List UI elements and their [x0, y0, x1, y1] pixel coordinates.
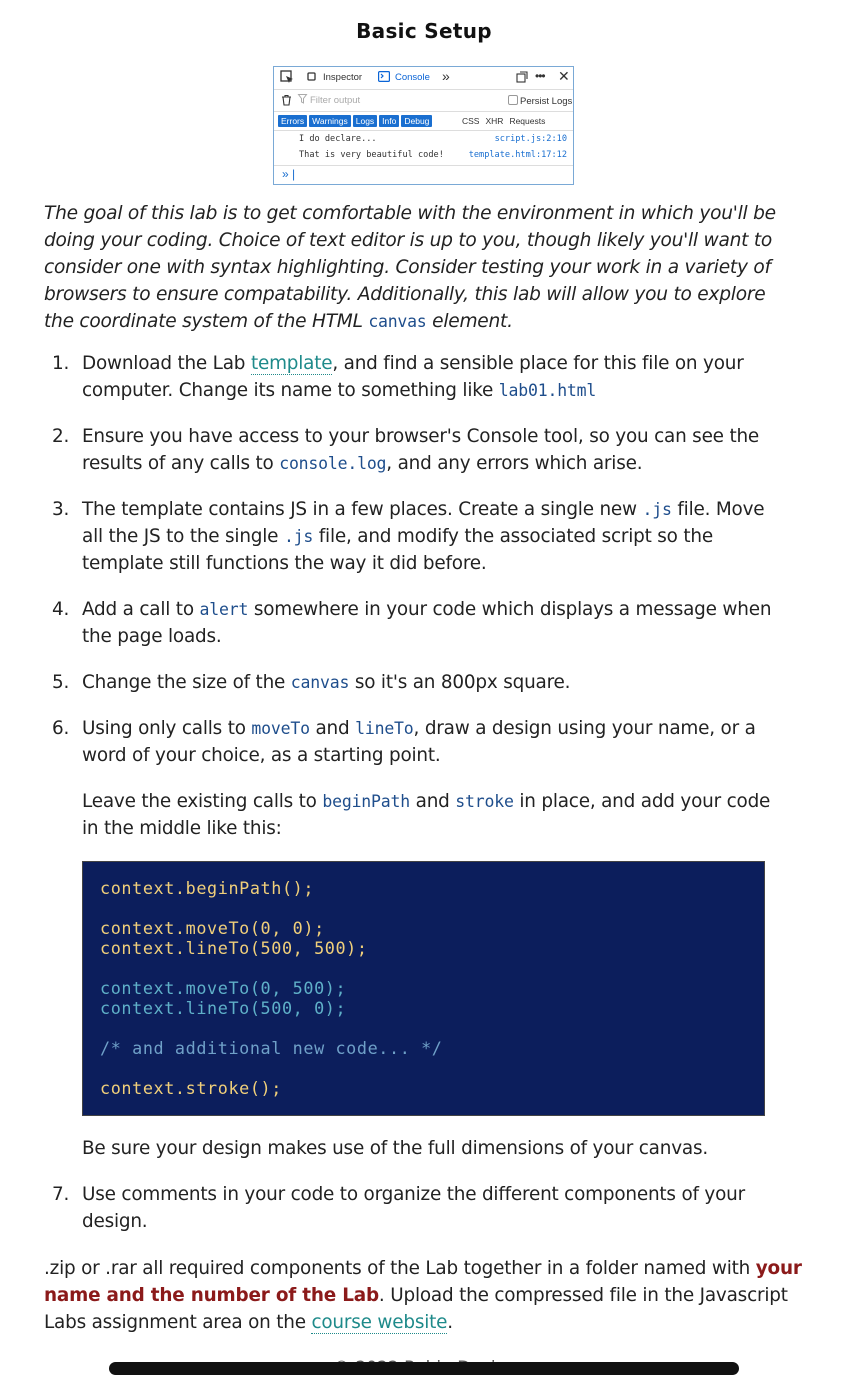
filter-icon	[298, 94, 307, 107]
step-text: file. Move all the JS to the single	[82, 499, 765, 547]
code-js-ext: .js	[642, 500, 672, 519]
step-2	[52, 423, 772, 477]
step-text: somewhere in your code which displays a message when the page loads.	[82, 599, 772, 647]
steps-list	[52, 350, 772, 1254]
active-filters	[278, 115, 434, 127]
horizontal-scrollbar[interactable]	[109, 1362, 739, 1375]
code-beginpath: beginPath	[322, 792, 410, 811]
console-message-2: That is very beautiful code!	[299, 150, 444, 160]
console-message-1: I do declare...	[299, 134, 377, 144]
code-line: context.lineTo(500, 0);	[100, 998, 347, 1018]
step-text: , draw a design using your name, or a word of your choice, as a starting point.	[82, 718, 756, 766]
tab-console[interactable]: Console	[395, 72, 430, 83]
console-divider	[274, 165, 573, 166]
step-text: The template contains JS in a few places. Create a single new	[82, 499, 643, 520]
code-line: context.moveTo(0, 0);	[100, 918, 325, 938]
template-link[interactable]: template	[250, 353, 333, 374]
more-options-icon[interactable]: •••	[535, 69, 545, 83]
devtools-toolbar	[274, 67, 573, 90]
step-text: , and any errors which arise.	[386, 453, 643, 474]
step-text: , and find a sensible place for this file on your computer. Change its name to something like	[82, 353, 744, 401]
console-icon	[378, 71, 390, 85]
footer-emphasis: your name and the number of the Lab	[44, 1258, 802, 1306]
code-gap	[100, 1058, 747, 1078]
footer-text: .	[447, 1312, 453, 1333]
step-text: Using only calls to	[82, 718, 252, 739]
footer-text: . Upload the compressed file in the Javascript Labs assignment area on the	[44, 1285, 788, 1333]
filter-output-input[interactable]: Filter output	[310, 95, 361, 106]
step-number: 6.	[52, 718, 70, 739]
code-moveto: moveTo	[251, 719, 310, 738]
step-1	[52, 350, 772, 404]
console-prompt-input[interactable]: » |	[282, 167, 296, 181]
filter-css[interactable]: CSS	[462, 116, 480, 126]
close-icon[interactable]: ✕	[558, 68, 570, 84]
submission-instructions	[44, 1255, 804, 1336]
tab-inspector[interactable]: Inspector	[323, 72, 363, 83]
more-tabs-chevron-icon[interactable]: »	[442, 68, 450, 84]
console-source-1[interactable]: script.js:2:10	[494, 134, 567, 144]
code-gap	[100, 898, 747, 918]
step-number: 1.	[52, 353, 70, 374]
step-6-paragraph-2	[82, 788, 772, 842]
step-text: in place, and add your code in the middle like this:	[82, 791, 771, 839]
step-3	[52, 496, 772, 577]
code-line: context.moveTo(0, 500);	[100, 978, 347, 998]
code-line: context.beginPath();	[100, 878, 315, 898]
step-6	[52, 715, 772, 1162]
plain-filters	[462, 116, 551, 127]
footer-text: .zip or .rar all required components of the Lab together in a folder named with	[44, 1258, 756, 1279]
filter-logs[interactable]: Logs	[353, 115, 377, 127]
code-gap	[100, 958, 747, 978]
step-text: Download the Lab	[82, 353, 251, 374]
step-text: Use comments in your code to organize the different components of your design.	[82, 1184, 745, 1232]
step-number: 2.	[52, 426, 70, 447]
step-number: 4.	[52, 599, 70, 620]
step-text: so it's an 800px square.	[349, 672, 571, 693]
code-console-log: console.log	[279, 454, 387, 473]
code-alert: alert	[199, 600, 249, 619]
code-lineto: lineTo	[355, 719, 414, 738]
step-text: file, and modify the associated script so the template still functions the way it did before.	[82, 526, 713, 574]
step-6-paragraph	[82, 715, 772, 769]
code-line: context.stroke();	[100, 1078, 282, 1098]
devtools-console-screenshot	[273, 66, 574, 185]
intro-text: The goal of this lab is to get comfortable with the environment in which you'll be doing your coding. Choice of text editor is up to you, though likely you'll want to consider one with syntax highlighting. Consider testing your work in a variety of browsers to ensure compatability. Additionally, this lab will allow you to explore the coordinate system of the HTML	[44, 203, 776, 332]
code-line: context.lineTo(500, 500);	[100, 938, 368, 958]
intro-paragraph	[44, 200, 794, 335]
filter-xhr[interactable]: XHR	[485, 116, 504, 126]
step-number: 5.	[52, 672, 70, 693]
step-6-paragraph-3: Be sure your design makes use of the full dimensions of your canvas.	[82, 1138, 708, 1159]
step-text: Ensure you have access to your browser's Console tool, so you can see the results of any calls to	[82, 426, 760, 474]
filter-requests[interactable]: Requests	[509, 116, 546, 126]
step-text: and	[309, 718, 356, 739]
devtools-filter-bar	[274, 90, 573, 112]
page-title: Basic Setup	[356, 19, 492, 43]
step-text: Add a call to	[82, 599, 200, 620]
step-number: 7.	[52, 1184, 70, 1205]
code-js-ext: .js	[283, 527, 314, 546]
course-website-link[interactable]: course website	[311, 1312, 448, 1333]
step-text: Change the size of the	[82, 672, 291, 693]
pick-element-icon[interactable]	[280, 70, 294, 87]
code-example-block	[82, 861, 765, 1116]
filter-debug[interactable]: Debug	[401, 115, 432, 127]
persist-logs-checkbox[interactable]	[508, 95, 572, 107]
step-4	[52, 596, 772, 650]
checkbox-box	[508, 95, 518, 105]
console-source-2[interactable]: template.html:17:12	[468, 150, 567, 160]
intro-code-canvas: canvas	[368, 312, 427, 331]
dock-icon[interactable]	[516, 71, 528, 86]
step-number: 3.	[52, 499, 70, 520]
step-text: Leave the existing calls to	[82, 791, 323, 812]
persist-logs-label: Persist Logs	[520, 96, 573, 107]
intro-text-end: element.	[426, 311, 513, 332]
inspector-icon	[306, 71, 317, 85]
code-stroke: stroke	[455, 792, 514, 811]
filter-info[interactable]: Info	[379, 115, 399, 127]
step-7	[52, 1181, 772, 1235]
filter-warnings[interactable]: Warnings	[309, 115, 351, 127]
code-lab01: lab01.html	[498, 381, 597, 400]
trash-icon[interactable]	[281, 94, 292, 109]
devtools-category-filters	[274, 112, 573, 131]
step-text: and	[409, 791, 456, 812]
filter-errors[interactable]: Errors	[278, 115, 307, 127]
step-5	[52, 669, 772, 696]
code-gap	[100, 1018, 747, 1038]
code-canvas: canvas	[290, 673, 350, 692]
code-comment: /* and additional new code... */	[100, 1038, 443, 1058]
